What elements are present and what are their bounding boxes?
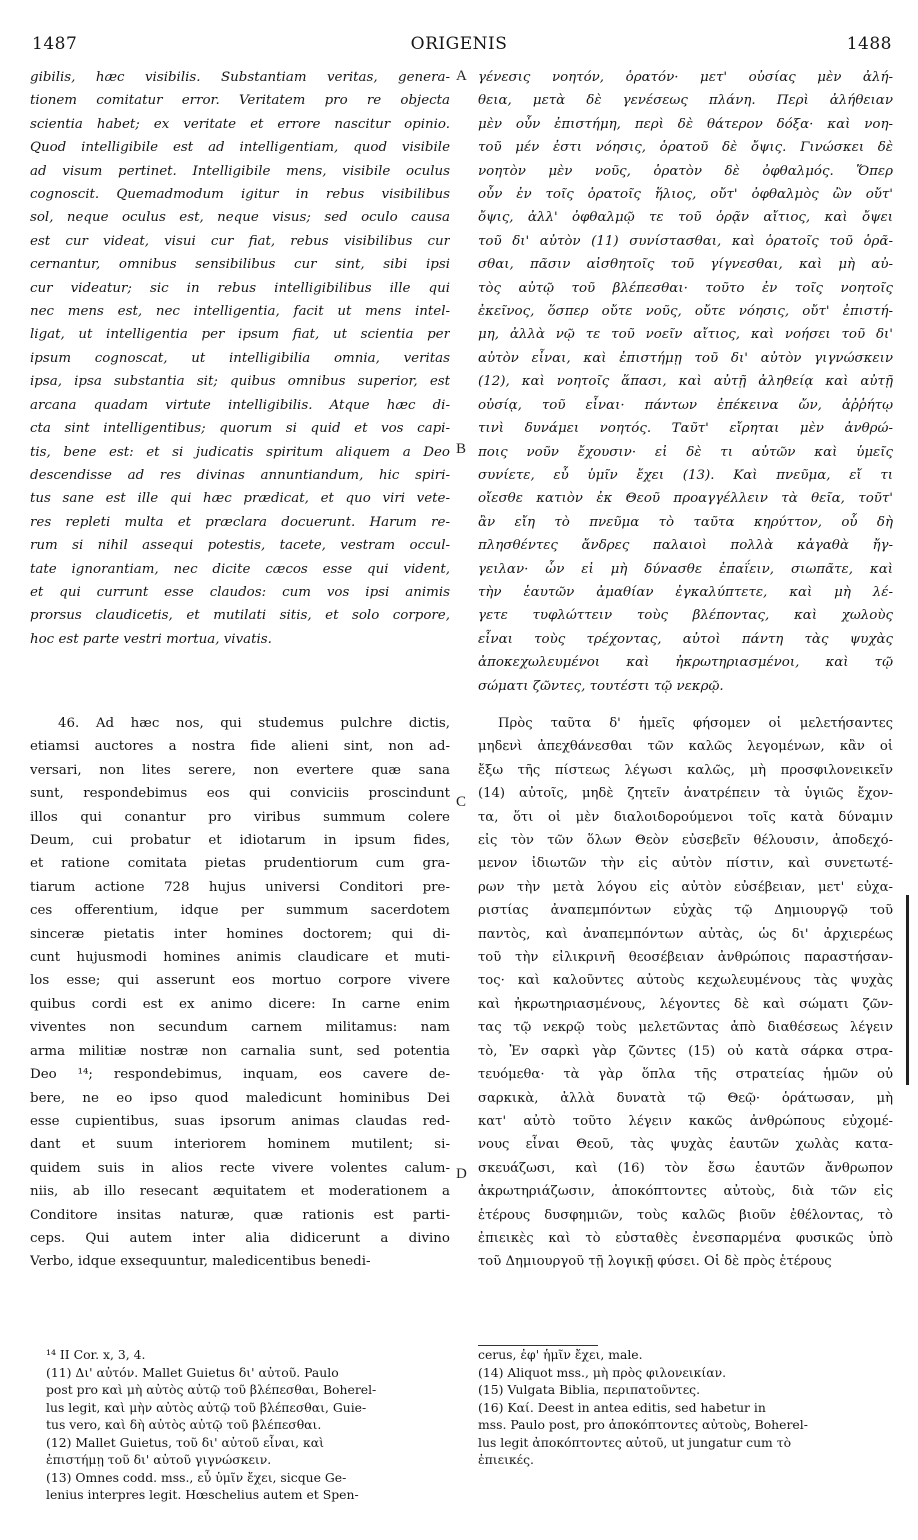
text-line: Conditore insitas naturæ, quæ rationis est parti- [30, 1207, 450, 1223]
footnote-line: mss. Paulo post, pro ἀποκόπτοντες αὐτοὺς, Boherel- [478, 1417, 808, 1432]
text-line: τευόμεθα· τὰ γὰρ ὅπλα τῆς στρατείας ἡμῶν οὐ [478, 1067, 893, 1083]
text-line: εἶναι τοὺς τρέχοντας, αὐτοὶ πάντη τὰς ψυχὰς [478, 631, 893, 647]
footnote-line: ἐπιεικές. [478, 1452, 534, 1467]
text-line: τα, ὅτι οἱ μὲν διαλοιδορούμενοι τοῖς κατὰ δύναμιν [478, 809, 893, 825]
footnote-line: cerus, ἐφ' ἡμῖν ἔχει, male. [478, 1347, 643, 1362]
text-line: ἔξω τῆς πίστεως λέγωσι καλῶς, μὴ προσφιλονεικεῖν [478, 762, 893, 778]
text-line: arma militiæ nostræ non carnalia sunt, sed potentia [30, 1043, 450, 1059]
text-line: νους εἶναι Θεοῦ, τὰς ψυχὰς ἑαυτῶν χωλὰς κατα- [478, 1137, 893, 1153]
text-line: θεια, μετὰ δὲ γενέσεως πλάνη. Περὶ ἀλήθειαν [478, 93, 893, 109]
text-line: αὐτὸν εἶναι, καὶ ἐπιστήμῃ τοῦ δι' αὐτὸν γιγνώσκειν [478, 350, 893, 366]
text-line: (12), καὶ νοητοῖς ἅπασι, καὶ αὐτῇ ἀληθείᾳ καὶ αὐτῇ [478, 374, 893, 390]
text-line: cur videatur; sic in rebus intelligibilibus ille qui [30, 280, 450, 296]
text-line: τὸ, Ἐν σαρκὶ γὰρ ζῶντες (15) οὐ κατὰ σάρκα στρα- [478, 1043, 893, 1059]
text-line: cognoscit. Quemadmodum igitur in rebus visibilibus [30, 187, 450, 203]
greek-text-body [478, 712, 893, 1274]
text-line: ligat, ut intelligentia per ipsum fiat, ut scientia per [30, 327, 450, 343]
text-line: et qui currunt esse claudos: cum vos ipsi animis [30, 584, 450, 600]
text-line: res repleti multa et præclara docuerunt. Harum re- [30, 514, 450, 530]
text-line: οὐσίᾳ, τοῦ εἶναι· πάντων ἐπέκεινα ὤν, ἀῤῥήτῳ [478, 397, 893, 413]
text-line: γειλαν· ὧν εἰ μὴ δύνασθε ἐπαΐειν, σιωπᾶτε, καὶ [478, 561, 893, 577]
text-line: quibus cordi est ex animo dicere: In carne enim [30, 996, 450, 1012]
text-line: ὄψις, ἀλλ' ὀφθαλμῷ τε τοῦ ὁρᾷν αἴτιος, καὶ ὄψει [478, 210, 893, 226]
text-line: illos qui conantur pro viribus summum colere [30, 809, 450, 825]
text-line: πλησθέντες ἄνδρες παλαιοὶ πολλὰ κἀγαθὰ ἤγ- [478, 538, 893, 554]
text-line: σκευάζωσι, καὶ (16) τὸν ἔσω ἑαυτῶν ἄνθρωπον [478, 1160, 893, 1176]
text-line: rum si nihil assequi potestis, tacete, vestram occul- [30, 538, 450, 554]
text-line: ceps. Qui autem inter alia didicerunt a divino [30, 1230, 450, 1246]
text-line: τας τῷ νεκρῷ τοὺς μελετῶντας ἀπὸ διαθέσεως λέγειν [478, 1020, 893, 1036]
text-line: ἐπιεικὲς καὶ τὸ εὐσταθὲς ἐνεσπαρμένα φυσικῶς ὑπὸ [478, 1230, 893, 1246]
text-line: los esse; qui asserunt eos mortuo corpore vivere [30, 973, 450, 989]
text-line: est cur videat, visui cur fiat, rebus visibilibus cur [30, 233, 450, 249]
text-line: ποις νοῦν ἔχουσιν· εἰ δὲ τι αὐτῶν καὶ ὑμεῖς [478, 444, 893, 460]
text-line: hoc est parte vestri mortua, vivatis. [30, 631, 272, 647]
text-line: τὴν ἑαυτῶν ἀμαθίαν ἐγκαλύπτετε, καὶ μὴ λέ- [478, 584, 893, 600]
text-line: ad visum pertinet. Intelligibile mens, visibile oculus [30, 163, 450, 179]
text-line: Deo ¹⁴; respondebimus, inquam, eos cavere de- [30, 1067, 450, 1083]
latin-text-body [30, 712, 450, 1274]
text-line: Πρὸς ταῦτα δ' ἡμεῖς φήσομεν οἱ μελετήσαντες [498, 716, 893, 731]
text-line: cunt hujusmodi homines animis claudicare et muti- [30, 950, 450, 966]
left-page-number: 1487 [32, 34, 78, 54]
text-line: tis, bene est: et si judicatis spiritum aliquem a Deo [30, 444, 450, 460]
text-line: συνίετε, εὖ ὑμῖν ἔχει (13). Καὶ πνεῦμα, εἴ τι [478, 467, 893, 483]
text-line: τοῦ τὴν εἰλικρινῆ θεοσέβειαν ἀνθρώποις παραστήσαν- [478, 950, 893, 966]
text-line: dant et suum interiorem hominem mutilent; si- [30, 1137, 450, 1153]
text-line: γένεσις νοητόν, ὁρατόν· μετ' οὐσίας μὲν ἀλή- [478, 70, 893, 85]
text-line: scientia habet; ex veritate et errore nascitur opinio. [30, 116, 450, 132]
text-line: τινὶ δυνάμει νοητός. Ταῦτ' εἴρηται μὲν ἀνθρώ- [478, 421, 893, 437]
text-line: etiamsi auctores a nostra fide alieni sint, non ad- [30, 739, 450, 755]
text-line: Quod intelligibile est ad intelligentiam, quod visibile [30, 140, 450, 156]
text-line: ces offerentium, idque per summum sacerdotem [30, 903, 450, 919]
text-line: τοῦ δι' αὐτὸν (11) συνίστασθαι, καὶ ὁρατοῖς τοῦ ὁρᾶ- [478, 233, 893, 249]
footnote-line: (13) Omnes codd. mss., εὖ ὑμῖν ἔχει, sicque Ge- [46, 1469, 347, 1485]
text-line: esse cupientibus, suas ipsorum animas claudas red- [30, 1113, 450, 1129]
text-line: prorsus claudicetis, et mutilati sitis, et solo corpore, [30, 608, 450, 624]
text-line: μη, ἀλλὰ νῷ τε τοῦ νοεῖν αἴτιος, καὶ νοήσει τοῦ δι' [478, 327, 893, 343]
text-line: cta sint intelligentibus; quorum si quid et vos capi- [30, 421, 450, 437]
margin-letter-c: C [456, 794, 467, 810]
latin-text-top [30, 66, 450, 651]
greek-text-top [478, 66, 893, 698]
running-title: ORIGENIS [410, 34, 508, 54]
text-line: arcana quadam virtute intelligibilis. Atque hæc di- [30, 397, 450, 413]
footnotes-left [46, 1346, 446, 1504]
text-line: versari, non lites serere, non evertere quæ sana [30, 762, 450, 778]
footnote-line: (12) Mallet Guietus, τοῦ δι' αὐτοῦ εἶναι, καὶ [46, 1434, 325, 1450]
text-line: Deum, cui probatur et idiotarum in ipsum fides, [30, 833, 450, 849]
text-line: gibilis, hæc visibilis. Substantiam veritas, genera- [30, 70, 450, 85]
text-line: (14) αὐτοῖς, μηδὲ ζητεῖν ἀνατρέπειν τὰ ὑγιῶς ἔχον- [478, 786, 893, 802]
text-line: 46. Ad hæc nos, qui studemus pulchre dictis, [58, 716, 450, 731]
text-line: ἑτέρους δυσφημιῶν, τοὺς καλῶς βιοῦν ἐθέλοντας, τὸ [478, 1207, 893, 1223]
text-line: παντὸς, καὶ ἀναπεμπόντων αὐτὰς, ὡς δι' ἀρχιερέως [478, 926, 893, 942]
text-line: τὸς αὐτῷ τοῦ βλέπεσθαι· τοῦτο ἐν τοῖς νοητοῖς [478, 280, 893, 296]
text-line: σαρκικὰ, ἀλλὰ δυνατὰ τῷ Θεῷ· ὁράτωσαν, μὴ [478, 1090, 893, 1106]
text-line: tiarum actione 728 hujus universi Conditori pre- [30, 879, 450, 895]
footnote-line: (14) Aliquot mss., μὴ πρὸς φιλονεικίαν. [478, 1364, 727, 1380]
footnote-line: post pro καὶ μὴ αὐτὸς αὐτῷ τοῦ βλέπεσθαι, Boherel- [46, 1382, 377, 1397]
text-line: tus sane est ille qui hæc prædicat, et quo viri vete- [30, 491, 450, 507]
text-line: ρων τὴν μετὰ λόγου εἰς αὐτὸν εὐσέβειαν, μετ' εὐχα- [478, 879, 893, 895]
text-line: cernantur, omnibus sensibilibus cur sint, sibi ipsi [30, 257, 450, 273]
text-line: sol, neque oculus est, neque visus; sed oculo causa [30, 210, 450, 226]
text-line: σθαι, πᾶσιν αἰσθητοῖς τοῦ γίγνεσθαι, καὶ μὴ αὐ- [478, 257, 893, 273]
footnote-line: (16) Καί. Deest in antea editis, sed habetur in [478, 1399, 766, 1415]
footnote-line: lus legit, καὶ μὴν αὐτὸς αὐτῷ τοῦ βλέπεσθαι, Guie- [46, 1399, 367, 1415]
text-line: ipsum cognoscat, ut intelligibilia omnia, veritas [30, 350, 450, 366]
text-line: οἴεσθε κατιὸν ἐκ Θεοῦ προαγγέλλειν τὰ θεῖα, τοῦτ' [478, 491, 893, 507]
text-line: τος· καὶ καλοῦντες αὐτοὺς κεχωλευμένους τὰς ψυχὰς [478, 973, 893, 989]
text-line: εἰς τὸν τῶν ὅλων Θεὸν εὐσεβεῖν θέλουσιν, ἀποδεχό- [478, 833, 893, 849]
text-line: γετε τυφλώττειν τοὺς βλέποντας, καὶ χωλοὺς [478, 608, 893, 624]
footnote-line: (11) Δι' αὐτόν. Mallet Guietus δι' αὐτοῦ. Paulo [46, 1364, 339, 1380]
text-line: nec mens est, nec intelligentia, facit ut mens intel- [30, 304, 450, 320]
footnote-line: (15) Vulgata Biblia, περιπατοῦντες. [478, 1382, 701, 1397]
text-line: μὲν οὖν ἐπιστήμη, περὶ δὲ θάτερον δόξα· καὶ νοη- [478, 116, 893, 132]
text-line: μενον ἰδιωτῶν τὴν εἰς αὐτὸν πίστιν, καὶ συνετωτέ- [478, 856, 893, 872]
text-line: ἀποκεχωλευμένοι καὶ ἠκρωτηριασμένοι, καὶ τῷ [478, 655, 893, 671]
margin-bar [906, 895, 909, 1085]
footnote-line: lenius interpres legit. Hœschelius autem et Spen- [46, 1487, 359, 1502]
text-line: σώματι ζῶντες, τουτέστι τῷ νεκρῷ. [478, 678, 724, 694]
footnote-line: ἐπιστήμῃ τοῦ δι' αὐτοῦ γιγνώσκειν. [46, 1452, 272, 1467]
text-line: et ratione comitata pietas prudentiorum cum gra- [30, 856, 450, 872]
text-line: νοητὸν μὲν νοῦς, ὁρατὸν δὲ ὀφθαλμός. Ὅπερ [478, 163, 893, 179]
margin-letter-b: B [456, 441, 467, 457]
footnote-line: ¹⁴ II Cor. x, 3, 4. [46, 1347, 146, 1362]
text-line: Verbo, idque exsequuntur, maledicentibus benedi- [30, 1254, 371, 1270]
text-line: descendisse ad res divinas annuntiandum, hic spiri- [30, 467, 450, 483]
text-line: κατ' αὐτὸ τοῦτο λέγειν κακῶς ἀνθρώπους εὐχομέ- [478, 1113, 893, 1129]
footnotes-right [478, 1346, 893, 1469]
text-line: bere, ne eo ipso quod maledicunt hominibus Dei [30, 1090, 450, 1106]
text-line: καὶ ἠκρωτηριασμένους, λέγοντες δὲ καὶ σώματι ζῶν- [478, 996, 893, 1012]
text-line: sinceræ pietatis inter homines doctorem; qui di- [30, 926, 450, 942]
text-line: οὖν ἐν τοῖς ὁρατοῖς ἥλιος, οὔτ' ὀφθαλμὸς ὢν οὔτ' [478, 187, 893, 203]
text-line: τοῦ μέν ἐστι νόησις, ὁρατοῦ δὲ ὄψις. Γινώσκει δὲ [478, 140, 893, 156]
text-line: ἐκεῖνος, ὅσπερ οὔτε νοῦς, οὔτε νόησις, οὔτ' ἐπιστή- [478, 304, 893, 320]
text-line: viventes non secundum carnem militamus: nam [30, 1020, 450, 1036]
margin-letter-a: A [456, 68, 467, 84]
text-line: niis, ab illo resecant æquitatem et moderationem a [30, 1184, 450, 1200]
footnote-line: lus legit ἀποκόπτοντες αὐτοῦ, ut jungatur cum τὸ [478, 1434, 792, 1450]
right-page-number: 1488 [846, 34, 892, 54]
text-line: ipsa, ipsa substantia sit; quibus omnibus superior, est [30, 374, 450, 390]
footnote-line: tus vero, καὶ δὴ αὐτὸς αὐτῷ τοῦ βλέπεσθαι. [46, 1417, 322, 1432]
text-line: ριστίας ἀναπεμπόντων εὐχὰς τῷ Δημιουργῷ τοῦ [478, 903, 893, 919]
text-line: ἂν εἴη τὸ πνεῦμα τὸ ταῦτα κηρύττον, οὗ δὴ [478, 514, 893, 530]
text-line: ἀκρωτηριάζωσιν, ἀποκόπτοντες αὐτοὺς, διὰ τῶν εἰς [478, 1184, 893, 1200]
text-line: sunt, respondebimus eos qui conviciis proscindunt [30, 786, 450, 802]
text-line: tionem comitatur error. Veritatem pro re objecta [30, 93, 450, 109]
margin-letter-d: D [456, 1166, 467, 1182]
text-line: τοῦ Δημιουργοῦ τῇ λογικῇ φύσει. Οἱ δὲ πρὸς ἑτέρους [478, 1254, 832, 1270]
text-line: quidem suis in alios recte vivere volentes calum- [30, 1160, 450, 1176]
text-line: μηδενὶ ἀπεχθάνεσθαι τῶν καλῶς λεγομένων, κἂν οἱ [478, 739, 893, 755]
text-line: tate ignorantiam, nec dicite cæcos esse qui vident, [30, 561, 450, 577]
